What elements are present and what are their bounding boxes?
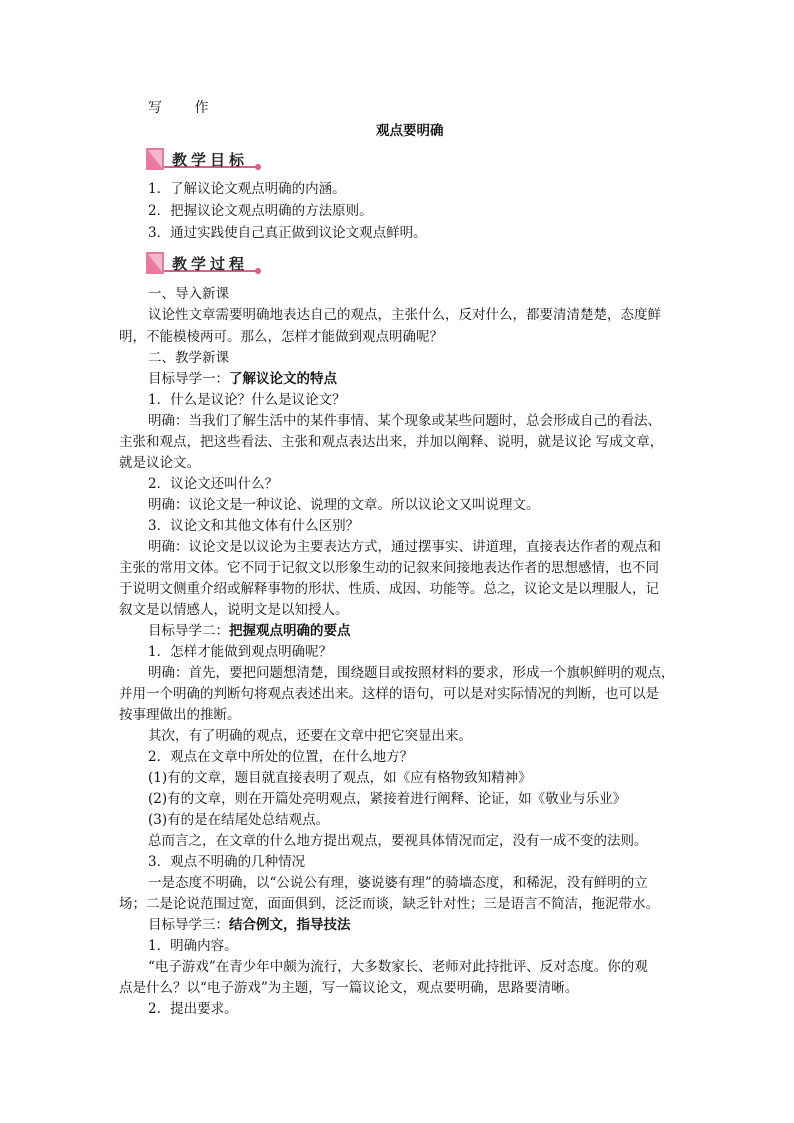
document-title: 观点要明确 [376,123,444,139]
paragraph-line: 其次，有了明确的观点，还要在文章中把它突显出来。 [148,728,472,744]
subheading [148,914,675,936]
subheading-prefix: 目标导学一： [148,371,229,387]
subheading-prefix: 目标导学二： [148,623,229,639]
subheading-prefix: 目标导学三： [148,917,229,933]
question: 3．议论文和其他文体有什么区别？ [148,518,360,534]
process-banner-label: 教学过程 [172,255,249,273]
goal-item: 2．把握议论文观点明确的方法原则。 [148,203,373,219]
paragraph-line: 叙文是以情感人，说明文是以知授人。 [119,602,349,618]
question: 2．观点在文章中所处的位置，在什么地方？ [148,749,414,765]
paragraph-line: 于说明文侧重介绍或解释事物的形状、性质、成因、功能等。总之，议论文是以理服人，记 [119,581,659,597]
paragraph-line: 场；二是论说范围过宽，面面俱到，泛泛而谈，缺乏针对性；三是语言不简洁，拖泥带水。 [119,896,659,912]
paragraph-line: 主张和观点，把这些看法、主张和观点表达出来，并加以阐释、说明，就是议论 写成文章， [119,434,664,450]
paragraph-line: 明确：议论文是一种议论、说理的文章。所以议论文又叫说理文。 [148,497,540,513]
paragraph-line: 明，不能模棱两可。那么，怎样才能做到观点明确呢？ [119,329,443,345]
list-item: (2)有的文章，则在开篇处亮明观点，紧接着进行阐释、论证，如《敬业与乐业》 [148,791,627,807]
list-item: (3)有的是在结尾处总结观点。 [148,812,330,828]
question: 1．明确内容。 [148,938,238,954]
paragraph-line: 明确：议论文是以议论为主要表达方式，通过摆事实、讲道理，直接表达作者的观点和 [148,539,661,555]
question: 1．什么是议论？什么是议论文？ [148,392,346,408]
paragraph-line: 总而言之，在文章的什么地方提出观点，要视具体情况而定，没有一成不变的法则。 [148,833,648,849]
heading: 一、导入新课 [148,286,229,302]
goal-item: 1．了解议论文观点明确的内涵。 [148,181,346,197]
paragraph-line: 并用一个明确的判断句将观点表述出来。这样的语句，可以是对实际情况的判断，也可以是 [119,686,659,702]
section-heading: 写 作 [148,100,223,116]
question: 1．怎样才能做到观点明确呢？ [148,644,333,660]
paragraph-line: 点是什么？以“电子游戏”为主题，写一篇议论文，观点要明确，思路要清晰。 [119,980,579,996]
list-item: (1)有的文章，题目就直接表明了观点，如《应有格物致知精神》 [148,770,532,786]
paragraph-line: 一是态度不明确，以“公说公有理，婆说婆有理”的骑墙态度，和稀泥，没有鲜明的立 [148,875,648,891]
subheading [148,368,675,390]
paragraph-line: 议论性文章需要明确地表达自己的观点，主张什么，反对什么，都要清清楚楚，态度鲜 [148,307,661,323]
goals-banner [146,146,266,172]
subheading-bold: 结合例文，指导技法 [229,917,351,933]
subheading-bold: 把握观点明确的要点 [229,623,351,639]
goal-item: 3．通过实践使自己真正做到议论文观点鲜明。 [148,225,427,241]
question: 2．议论文还叫什么？ [148,476,279,492]
paragraph-line: 明确：首先，要把问题想清楚，围绕题目或按照材料的要求，形成一个旗帜鲜明的观点， [148,665,675,681]
subheading-bold: 了解议论文的特点 [229,371,337,387]
paragraph-line: “电子游戏”在青少年中颇为流行，大多数家长、老师对此持批评、反对态度。你的观 [148,959,648,975]
question: 2．提出要求。 [148,1001,238,1017]
heading: 二、教学新课 [148,350,229,366]
subheading [148,620,675,642]
paragraph-line: 按事理做出的推断。 [119,707,241,723]
question: 3．观点不明确的几种情况 [148,854,306,870]
paragraph-line: 明确：当我们了解生活中的某件事情、某个现象或某些问题时，总会形成自己的看法、 [148,413,661,429]
process-banner [146,250,266,276]
paragraph-line: 主张的常用文体。它不同于记叙文以形象生动的记叙来间接地表达作者的思想感情，也不同 [119,560,659,576]
goals-banner-label: 教学目标 [172,151,249,169]
paragraph-line: 就是议论文。 [119,455,200,471]
